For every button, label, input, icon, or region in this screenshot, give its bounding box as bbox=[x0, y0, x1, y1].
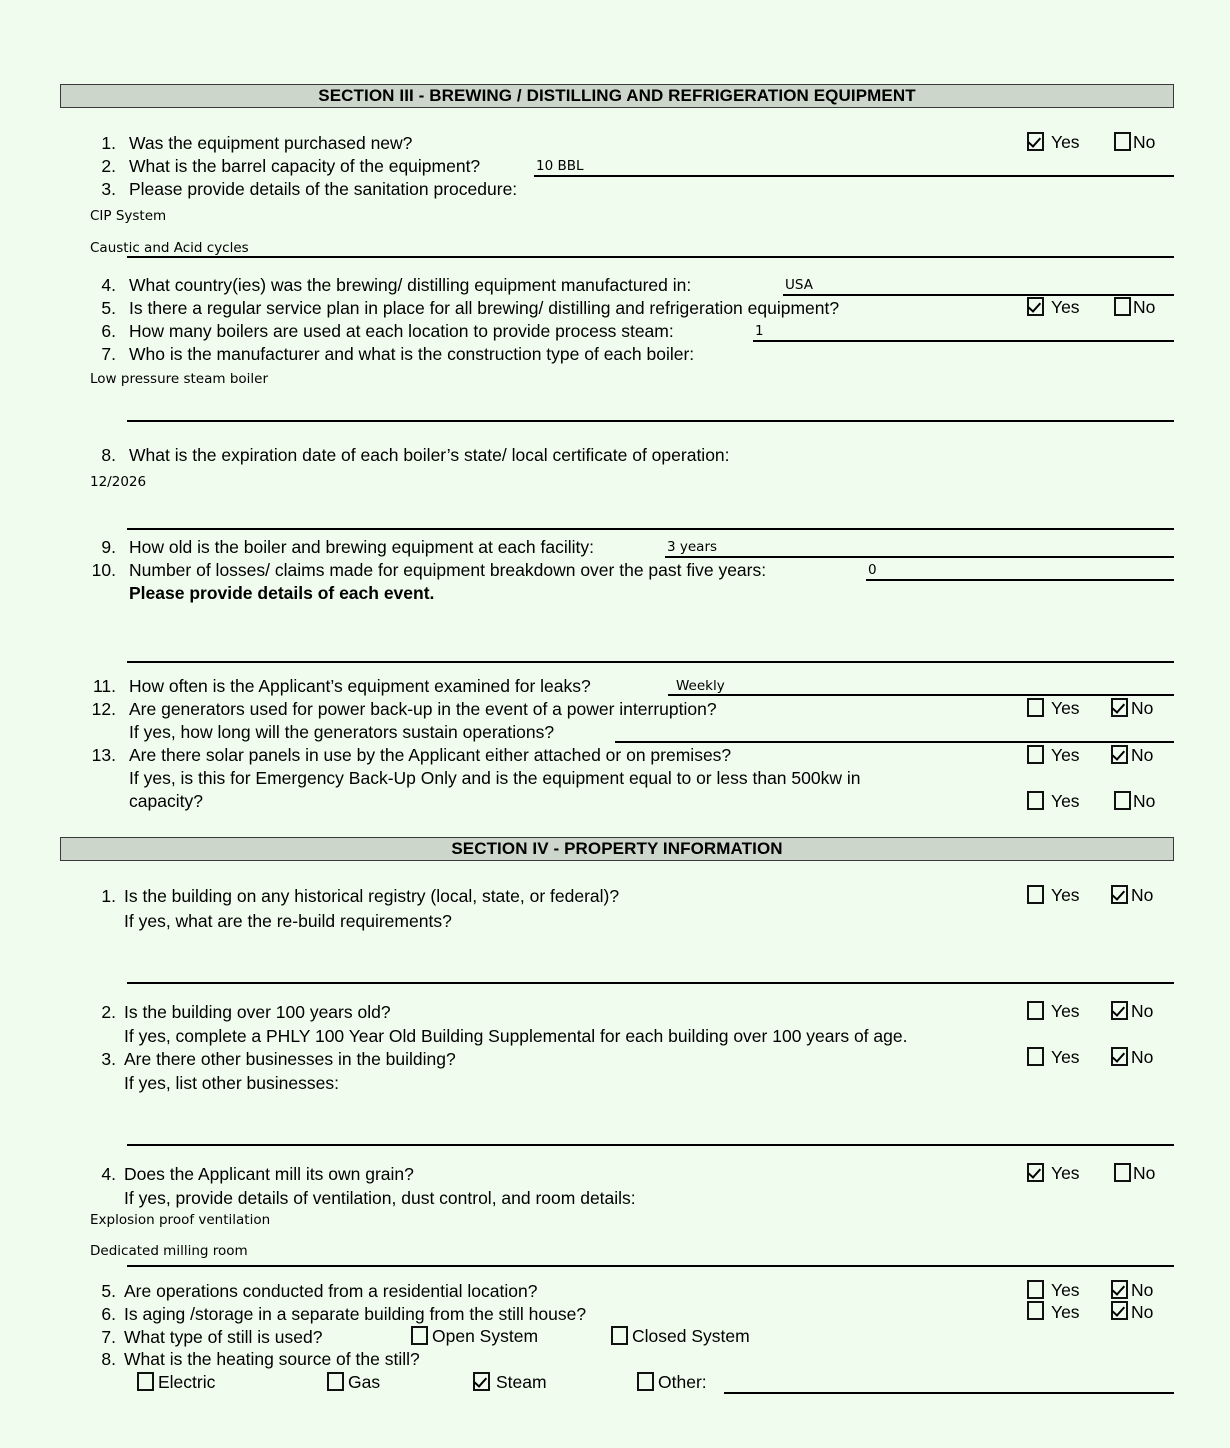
q4-7-closed-system-label: Closed System bbox=[632, 1326, 750, 1346]
q3-5-yes-checkbox[interactable] bbox=[1027, 297, 1044, 316]
q4-6-no-checkbox[interactable] bbox=[1111, 1301, 1128, 1320]
section-header-brewing-title: SECTION III - BREWING / DISTILLING AND REFRIGERATION EQUIPMENT bbox=[318, 86, 916, 105]
q4-4-yes-label: Yes bbox=[1051, 1163, 1080, 1183]
q4-8-other-label: Other: bbox=[658, 1372, 707, 1392]
q3-6-answer[interactable]: 1 bbox=[755, 323, 764, 339]
q3-10-answer[interactable]: 0 bbox=[868, 562, 877, 578]
q3-13-sub-yes-checkbox[interactable] bbox=[1027, 791, 1044, 810]
q3-5-text: Is there a regular service plan in place for all brewing/ distilling and refrigeration equipment? bbox=[129, 298, 840, 318]
q3-2-text: What is the barrel capacity of the equipment? bbox=[129, 156, 481, 176]
q3-12-yes-label: Yes bbox=[1051, 698, 1080, 718]
q4-7-open-system-label: Open System bbox=[432, 1326, 539, 1346]
q4-4-subtext: If yes, provide details of ventilation, dust control, and room details: bbox=[124, 1188, 636, 1208]
q3-8-text: What is the expiration date of each boiler’s state/ local certificate of operation: bbox=[129, 445, 730, 465]
q3-12-subtext: If yes, how long will the generators sustain operations? bbox=[129, 722, 555, 742]
q4-3-no-label: No bbox=[1131, 1047, 1154, 1067]
q3-1-yes-label: Yes bbox=[1051, 132, 1080, 152]
q4-1-no-label: No bbox=[1131, 885, 1154, 905]
q4-5-no-label: No bbox=[1131, 1280, 1154, 1300]
q3-8-answer-rule bbox=[127, 528, 1174, 530]
q4-7-closed-system-checkbox[interactable] bbox=[611, 1326, 628, 1345]
q4-2-no-checkbox[interactable] bbox=[1111, 1001, 1128, 1020]
q4-8-steam-label: Steam bbox=[496, 1372, 547, 1392]
q3-13-no-checkbox[interactable] bbox=[1111, 745, 1128, 764]
q4-4-answer-line2[interactable]: Dedicated milling room bbox=[90, 1243, 248, 1259]
q4-1-no-checkbox[interactable] bbox=[1111, 885, 1128, 904]
q3-3-answer-line1[interactable]: CIP System bbox=[90, 208, 167, 224]
q4-6-text: Is aging /storage in a separate building from the still house? bbox=[124, 1304, 587, 1324]
q4-6-yes-checkbox[interactable] bbox=[1027, 1301, 1044, 1320]
q3-11-answer[interactable]: Weekly bbox=[676, 678, 725, 694]
q4-1-yes-checkbox[interactable] bbox=[1027, 885, 1044, 904]
q4-5-text: Are operations conducted from a residential location? bbox=[124, 1281, 538, 1301]
q3-4-answer-rule bbox=[783, 294, 1174, 296]
q3-7-answer[interactable]: Low pressure steam boiler bbox=[90, 371, 269, 387]
q3-3-answer-line2[interactable]: Caustic and Acid cycles bbox=[90, 240, 249, 256]
q4-2-number: 2. bbox=[101, 1002, 116, 1022]
q3-10-text: Number of losses/ claims made for equipment breakdown over the past five years: bbox=[129, 560, 767, 580]
q4-4-text: Does the Applicant mill its own grain? bbox=[124, 1164, 414, 1184]
q4-2-no-label: No bbox=[1131, 1001, 1154, 1021]
section-header-brewing bbox=[60, 84, 1174, 108]
q4-6-number: 6. bbox=[101, 1304, 116, 1324]
q3-13-subtext-line1: If yes, is this for Emergency Back-Up Only and is the equipment equal to or less than 500kw in bbox=[129, 768, 861, 788]
q3-5-no-label: No bbox=[1133, 297, 1156, 317]
q3-10-detail-rule bbox=[127, 661, 1174, 663]
q3-12-no-label: No bbox=[1131, 698, 1154, 718]
q3-1-text: Was the equipment purchased new? bbox=[129, 133, 413, 153]
q3-13-text: Are there solar panels in use by the Applicant either attached or on premises? bbox=[129, 745, 732, 765]
q3-9-answer[interactable]: 3 years bbox=[667, 539, 718, 555]
q3-5-no-checkbox[interactable] bbox=[1114, 297, 1131, 316]
q4-8-electric-label: Electric bbox=[158, 1372, 216, 1392]
q4-5-number: 5. bbox=[101, 1281, 116, 1301]
section-header-property bbox=[60, 837, 1174, 861]
q3-1-number: 1. bbox=[101, 133, 116, 153]
q3-1-yes-checkbox[interactable] bbox=[1027, 132, 1044, 151]
q3-4-number: 4. bbox=[101, 275, 116, 295]
q4-8-text: What is the heating source of the still? bbox=[124, 1349, 420, 1369]
q3-13-sub-yes-label: Yes bbox=[1051, 791, 1080, 811]
q4-2-yes-checkbox[interactable] bbox=[1027, 1001, 1044, 1020]
q3-13-subtext-line2: capacity? bbox=[129, 791, 203, 811]
q4-6-no-label: No bbox=[1131, 1302, 1154, 1322]
q4-8-gas-label: Gas bbox=[348, 1372, 381, 1392]
q3-10-subtext: Please provide details of each event. bbox=[129, 583, 435, 603]
q3-12-no-checkbox[interactable] bbox=[1111, 698, 1128, 717]
q3-5-number: 5. bbox=[101, 298, 116, 318]
q4-1-answer-rule bbox=[127, 982, 1174, 984]
q4-5-yes-label: Yes bbox=[1051, 1280, 1080, 1300]
q3-9-number: 9. bbox=[101, 537, 116, 557]
q3-5-yes-label: Yes bbox=[1051, 297, 1080, 317]
q3-9-answer-rule bbox=[665, 556, 1174, 558]
q4-4-answer-rule bbox=[127, 1265, 1174, 1267]
q4-1-yes-label: Yes bbox=[1051, 885, 1080, 905]
q3-2-answer[interactable]: 10 BBL bbox=[536, 158, 584, 174]
q3-6-text: How many boilers are used at each location to provide process steam: bbox=[129, 321, 674, 341]
q4-3-text: Are there other businesses in the building? bbox=[124, 1049, 456, 1069]
q4-1-text: Is the building on any historical registry (local, state, or federal)? bbox=[124, 886, 620, 906]
q4-3-subtext: If yes, list other businesses: bbox=[124, 1073, 339, 1093]
q4-7-text: What type of still is used? bbox=[124, 1327, 323, 1347]
q4-1-subtext: If yes, what are the re-build requirements? bbox=[124, 911, 452, 931]
q3-12-number: 12. bbox=[91, 699, 116, 719]
q4-4-number: 4. bbox=[101, 1164, 116, 1184]
q4-4-answer-line1[interactable]: Explosion proof ventilation bbox=[90, 1212, 271, 1228]
q4-3-yes-checkbox[interactable] bbox=[1027, 1047, 1044, 1066]
q3-13-sub-no-label: No bbox=[1133, 791, 1156, 811]
q3-13-yes-checkbox[interactable] bbox=[1027, 745, 1044, 764]
q3-11-number: 11. bbox=[92, 676, 116, 696]
q4-8-other-rule bbox=[724, 1392, 1174, 1394]
q3-2-answer-rule bbox=[534, 175, 1174, 177]
q3-7-number: 7. bbox=[101, 344, 116, 364]
q3-4-answer[interactable]: USA bbox=[785, 277, 813, 293]
q3-1-no-label: No bbox=[1133, 132, 1156, 152]
q3-6-answer-rule bbox=[753, 340, 1174, 342]
q4-8-gas-checkbox[interactable] bbox=[327, 1372, 344, 1391]
q3-7-text: Who is the manufacturer and what is the construction type of each boiler: bbox=[129, 344, 695, 364]
q3-8-answer[interactable]: 12/2026 bbox=[90, 474, 147, 490]
q3-12-answer-rule bbox=[615, 741, 1174, 743]
q4-2-subtext: If yes, complete a PHLY 100 Year Old Building Supplemental for each building over 100 years of age. bbox=[124, 1026, 908, 1046]
q4-1-number: 1. bbox=[101, 886, 116, 906]
q3-10-number: 10. bbox=[91, 560, 116, 580]
q4-2-text: Is the building over 100 years old? bbox=[124, 1002, 391, 1022]
q3-11-text: How often is the Applicant’s equipment examined for leaks? bbox=[129, 676, 591, 696]
q3-2-number: 2. bbox=[101, 156, 116, 176]
q4-8-steam-checkbox[interactable] bbox=[473, 1372, 490, 1391]
q3-10-answer-rule bbox=[866, 579, 1174, 581]
q4-8-number: 8. bbox=[101, 1349, 116, 1369]
q3-4-text: What country(ies) was the brewing/ distilling equipment manufactured in: bbox=[129, 275, 692, 295]
q4-3-yes-label: Yes bbox=[1051, 1047, 1080, 1067]
q3-1-no-checkbox[interactable] bbox=[1114, 132, 1131, 151]
q3-6-number: 6. bbox=[101, 321, 116, 341]
q3-3-text: Please provide details of the sanitation procedure: bbox=[129, 179, 518, 199]
q4-7-number: 7. bbox=[101, 1327, 116, 1347]
q3-12-text: Are generators used for power back-up in the event of a power interruption? bbox=[129, 699, 717, 719]
q4-6-yes-label: Yes bbox=[1051, 1302, 1080, 1322]
q3-11-answer-rule bbox=[668, 694, 1174, 696]
q4-8-other-checkbox[interactable] bbox=[637, 1372, 654, 1391]
q3-13-no-label: No bbox=[1131, 745, 1154, 765]
q4-4-no-label: No bbox=[1133, 1163, 1156, 1183]
q3-13-number: 13. bbox=[91, 745, 116, 765]
q4-3-number: 3. bbox=[101, 1049, 116, 1069]
q4-3-answer-rule bbox=[127, 1144, 1174, 1146]
q3-7-answer-rule bbox=[127, 420, 1174, 422]
q4-5-yes-checkbox[interactable] bbox=[1027, 1280, 1044, 1299]
q3-12-yes-checkbox[interactable] bbox=[1027, 698, 1044, 717]
q3-13-sub-no-checkbox[interactable] bbox=[1114, 791, 1131, 810]
q4-7-open-system-checkbox[interactable] bbox=[411, 1326, 428, 1345]
section-header-property-title: SECTION IV - PROPERTY INFORMATION bbox=[451, 839, 783, 858]
q4-5-no-checkbox[interactable] bbox=[1111, 1280, 1128, 1299]
q3-8-number: 8. bbox=[101, 445, 116, 465]
q3-3-answer-rule bbox=[127, 256, 1174, 258]
q4-4-yes-checkbox[interactable] bbox=[1027, 1163, 1044, 1182]
q4-4-no-checkbox[interactable] bbox=[1114, 1163, 1131, 1182]
q3-13-yes-label: Yes bbox=[1051, 745, 1080, 765]
q4-8-electric-checkbox[interactable] bbox=[137, 1372, 154, 1391]
q4-3-no-checkbox[interactable] bbox=[1111, 1047, 1128, 1066]
q3-3-number: 3. bbox=[101, 179, 116, 199]
q3-9-text: How old is the boiler and brewing equipment at each facility: bbox=[129, 537, 594, 557]
q4-2-yes-label: Yes bbox=[1051, 1001, 1080, 1021]
